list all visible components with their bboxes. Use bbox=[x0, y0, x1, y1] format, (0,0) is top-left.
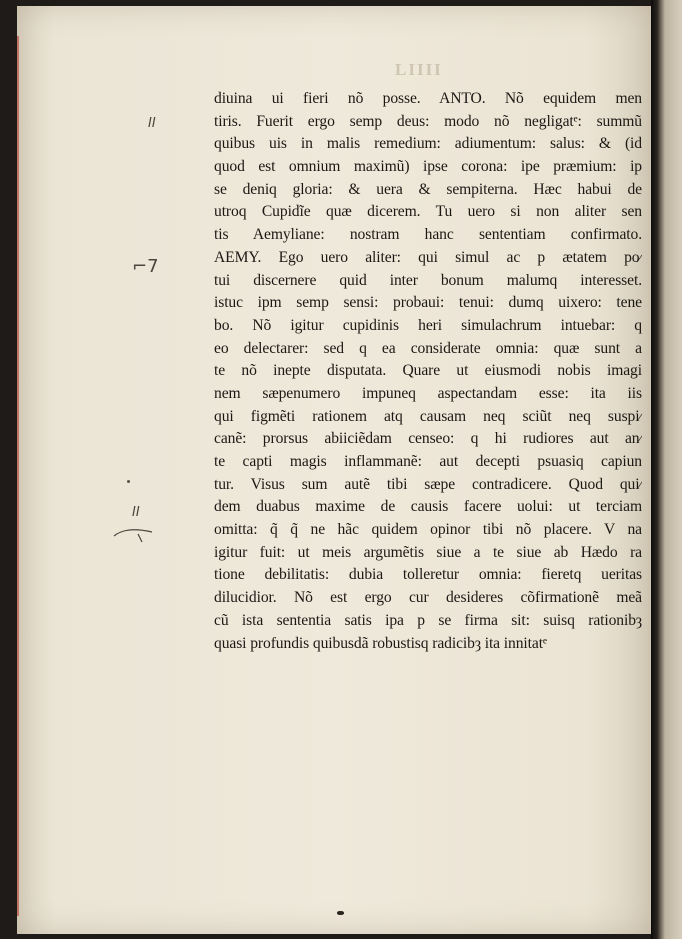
facing-page-edge bbox=[651, 0, 682, 939]
margin-dot bbox=[127, 480, 130, 483]
text-line: tione debilitatis: dubia tolleretur omnia: fieretq ueritas bbox=[214, 566, 642, 584]
text-line: utroq Cupidĩe quæ dicerem. Tu uero si non aliter sen bbox=[214, 203, 642, 221]
text-line: eo delectarer: sed q ea considerate omnia: quæ sunt a bbox=[214, 339, 642, 357]
text-line: tui discernere quid inter bonum malumq interesset. bbox=[214, 271, 642, 289]
page-edge-rubrication bbox=[17, 36, 19, 916]
text-line: tis Aemyliane: nostram hanc sententiam confirmato. bbox=[214, 226, 642, 244]
margin-note: ⌐7 bbox=[132, 256, 159, 277]
text-line: quibus uis in malis remedium: adiumentum: salus: & (id bbox=[214, 135, 642, 153]
text-line: te nõ inepte disputata. Quare ut eiusmodi nobis imagi bbox=[214, 362, 642, 380]
folio-number: LIIII bbox=[395, 60, 443, 79]
text-line: cũ ista sententia satis ipa p se firma sit: suisq rationibȝ bbox=[214, 611, 642, 629]
text-line: dem duabus maxime de causis facere uolui: ut terciam bbox=[214, 498, 642, 516]
text-line: istuc ipm semp sensi: probaui: tenui: dumq uixero: tene bbox=[214, 294, 642, 312]
text-line: omitta: q̃ q̃ ne hãc quidem opinor tibi nõ placere. V na bbox=[214, 521, 642, 539]
ink-smudge bbox=[337, 911, 344, 915]
margin-bracket-mark bbox=[112, 524, 156, 544]
text-line: igitur fuit: ut meis argumẽtis siue a te siue ab Hædo ra bbox=[214, 543, 642, 561]
text-line: AEMY. Ego uero aliter: qui simul ac p ætatem po⁄ bbox=[214, 248, 642, 266]
text-line: quod est omnium maximũ) ipse corona: ipe præmium: ip bbox=[214, 158, 642, 176]
text-line: diuina ui fieri nõ posse. ANTO. Nõ equidem men bbox=[214, 90, 642, 107]
text-line: quasi profundis quibusdã robustisq radicibȝ ita innitatᵉ bbox=[214, 634, 547, 652]
text-line: te capti magis inflammanẽ: aut decepti psuasiq capiun bbox=[214, 453, 642, 470]
text-line: nem sæpenumero impuneq aspectandam esse: ita iis bbox=[214, 384, 642, 402]
text-line: bo. Nõ igitur cupidinis heri simulachrum intuebar: q bbox=[214, 316, 642, 334]
text-line: se deniq gloria: & uera & sempiterna. Hæc habui de bbox=[214, 180, 642, 198]
text-line: dilucidior. Nõ est ergo cur desideres cõfirmationẽ meã bbox=[214, 589, 642, 607]
text-line: tur. Visus sum autẽ tibi sæpe contradicere. Quod qui⁄ bbox=[214, 475, 642, 493]
text-block bbox=[214, 88, 642, 655]
text-line: canẽ: prorsus abiiciẽdam censeo: q hi rudiores aut an⁄ bbox=[214, 430, 642, 448]
text-line: tiris. Fuerit ergo semp deus: modo nõ negligatᵉ: summũ bbox=[214, 112, 642, 130]
margin-note: II bbox=[132, 505, 140, 520]
margin-note: II bbox=[148, 116, 156, 131]
text-line: qui figmẽti rationem atq causam neq sciũt neq suspi⁄ bbox=[214, 407, 642, 425]
